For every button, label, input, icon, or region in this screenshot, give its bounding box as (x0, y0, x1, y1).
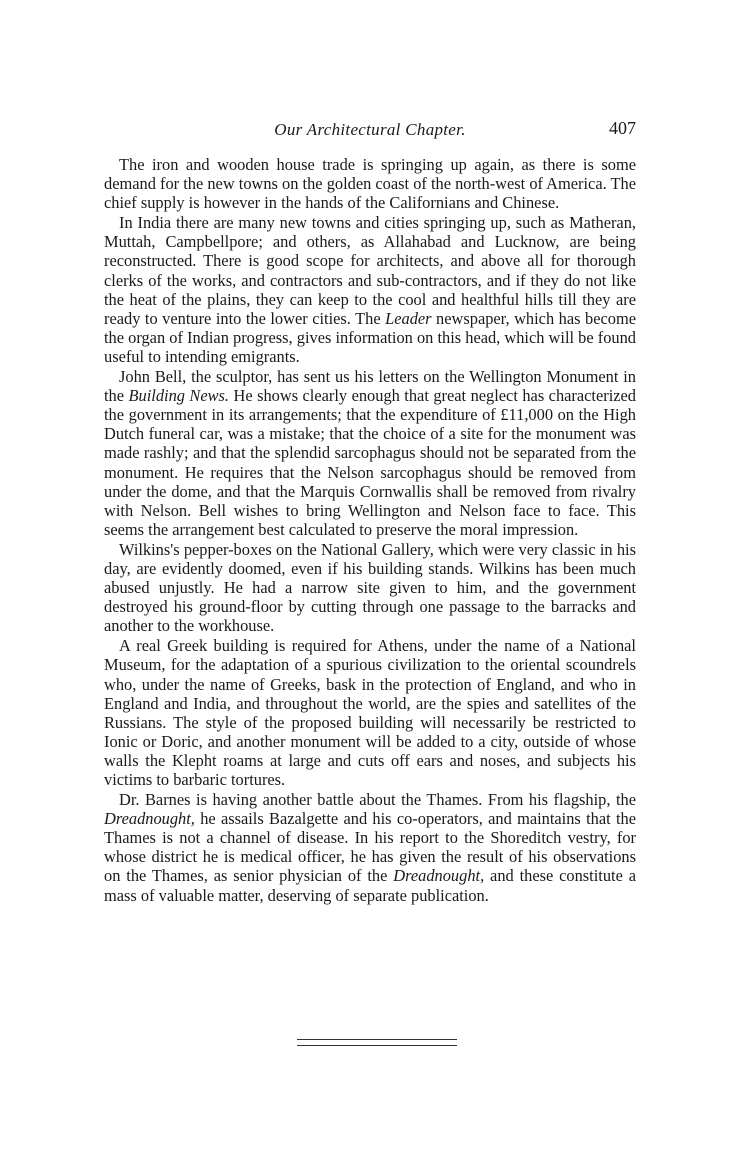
paragraph-thames-battle (104, 790, 636, 905)
paragraph-text-end: and these constitute a mass of valuable matter, deserving of separate publication. (104, 866, 636, 905)
paragraph-text: Wilkins's pepper-boxes on the National Gallery, which were very classic in his day, are evidently doomed, even if his building stands. Wilkins has been much abused unjustly. He had a narrow site given to him, and the government destroyed his ground-floor by cutting through one passage to the barracks and another to the workhouse. (104, 539, 636, 636)
paragraph-text: John Bell, the sculptor, has sent us his letters on the Wellington Monument in the (104, 367, 636, 406)
paragraph-text: The iron and wooden house trade is springing up again, as there is some demand for the new towns on the golden coast of the north-west of America. The chief supply is however in the hands of the Californians and Chinese. (104, 155, 636, 213)
ship-name-dreadnought: Dreadnought, (104, 809, 195, 829)
ship-name-dreadnought-second: Dreadnought, (393, 866, 485, 886)
paragraph-text: Dr. Barnes is having another battle about the Thames. From his flagship, the (119, 790, 636, 810)
periodical-title-building-news: Building News. (128, 386, 230, 406)
paragraph-iron-house-trade (104, 155, 636, 212)
paragraph-text-continued: he assails Bazalgette and his co-operators, and maintains that the Thames is not a channel of disease. In his report to the Shoreditch vestry, for whose district he is medical officer, he has given the result of his observations on the Thames, as senior physician of the (104, 809, 636, 886)
paragraph-text: A real Greek building is required for Athens, under the name of a National Museum, for the adaptation of a spurious civilization to the oriental scoundrels who, under the name of Greeks, bask in the protection of England, and who in England and India, and throughout the world, are the spies and satellites of the Russians. The style of the proposed building will necessarily be restricted to Ionic or Doric, and another monument will be added to a city, outside of whose walls the Klepht roams at large and cuts off ears and noses, and subjects his victims to barbaric tortures. (104, 636, 636, 789)
section-end-rule (297, 1039, 457, 1046)
body-text (104, 155, 636, 905)
paragraph-text: In India there are many new towns and cities springing up, such as Matheran, Muttah, Campbellpore; and others, as Allahabad and Lucknow, are being reconstructed. There is good scope for architects, and above all for thorough clerks of the works, and contractors and sub-contractors, and if they do not like the heat of the plains, they can keep to the cool and healthful hills till they are ready to venture into the lower cities. The (104, 213, 636, 328)
running-head (104, 120, 636, 144)
paragraph-national-gallery (104, 540, 636, 635)
running-title: Our Architectural Chapter. (274, 120, 466, 139)
newspaper-title-leader: Leader (385, 308, 432, 328)
paragraph-wellington-monument (104, 367, 636, 539)
paragraph-india-towns (104, 213, 636, 366)
paragraph-athens-museum (104, 636, 636, 789)
paragraph-text-continued: He shows clearly enough that great neglect has characterized the government in its arrangements; that the expenditure of £11,000 on the High Dutch funeral car, was a mistake; that the choice of a site for the monument was made rashly; and that the splendid sarcophagus should not be separated from the monument. He requires that the Nelson sarcophagus should be removed from under the dome, and that the Marquis Cornwallis shall be removed from rivalry with Nelson. Bell wishes to bring Wellington and Nelson face to face. This seems the arrangement best calculated to preserve the moral impression. (104, 386, 637, 539)
page-number: 407 (609, 118, 636, 138)
paragraph-text-continued: newspaper, which has become the organ of Indian progress, gives information on this head, which will be found useful to intending emigrants. (104, 308, 636, 366)
